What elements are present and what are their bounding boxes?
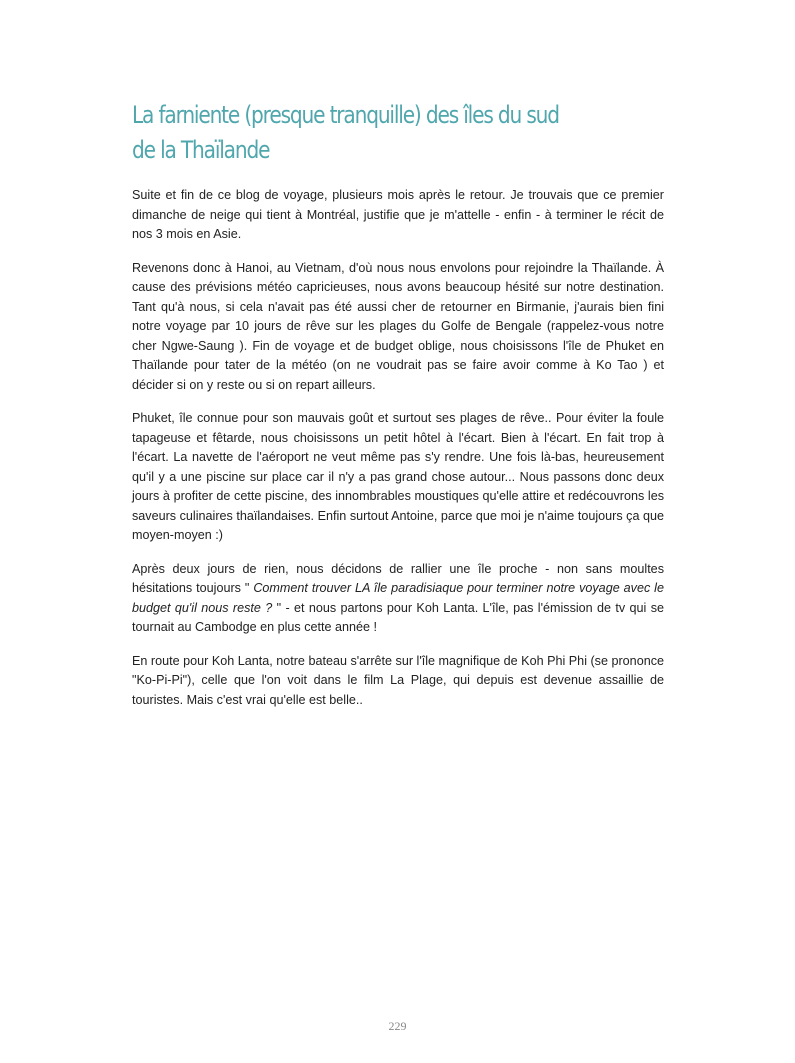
paragraph-4-intro: Après deux jours de rien, nous décidons de rallier une île proche - non sans moultes hésitations toujours " <box>132 561 664 595</box>
paragraph-2: Revenons donc à Hanoi, au Vietnam, d'où nous nous envolons pour rejoindre la Thaïlande. À cause des prévisions météo capricieuses, nous avons beaucoup hésité sur notre destination. Tant qu'à nous, si cela n'avait pas été aussi cher de retourner en Birmanie, j'aurais bien fini notre voyage par 10 jours de rêve sur les plages du Golfe de Bengale (rappelez-vous notre cher Ngwe-Saung ). Fin de voyage et de budget oblige, nous choisissons l'île de Phuket en Thaïlande pour tater de la météo (on ne voudrait pas se faire avoir comme à Ko Tao ) et décider si on y reste ou si on repart ailleurs. <box>132 260 664 392</box>
paragraph-5: En route pour Koh Lanta, notre bateau s'arrête sur l'île magnifique de Koh Phi Phi (se prononce "Ko-Pi-Pi"), celle que l'on voit dans le film La Plage, qui depuis est devenue assaillie de touristes. Mais c'est vrai qu'elle est belle.. <box>132 653 664 707</box>
paragraph-4-quote: Comment trouver LA île paradisiaque pour terminer notre voyage avec le budget qu'il nous reste ? <box>132 581 664 615</box>
paragraph-1: Suite et fin de ce blog de voyage, plusieurs mois après le retour. Je trouvais que ce premier dimanche de neige qui tient à Montréal, justifie que je m'attelle - enfin - à terminer le récit de nos 3 mois en Asie. <box>132 188 664 241</box>
paragraph-4-ending: " - et nous partons pour Koh Lanta. L'île, pas l'émission de tv qui se tournait au Cambodge en plus cette année ! <box>132 600 664 634</box>
paragraph-3: Phuket, île connue pour son mauvais goût et surtout ses plages de rêve.. Pour éviter la foule tapageuse et fêtarde, nous choisissons un petit hôtel à l'écart. Bien à l'écart. En fait trop à l'écart. La navette de l'aéroport ne veut même pas s'y rendre. Une fois là-bas, heureusement qu'il y a une piscine sur place car il n'y a pas grand chose autour... Nous passons donc deux jours à profiter de cette piscine, des innombrables moustiques qu'elle attire et redécouvrons les saveurs culinaires thaïlandaises. Enfin surtout Antoine, parce que moi je n'aime toujours ça que moyen-moyen :) <box>132 411 664 542</box>
paragraph-4 <box>132 560 664 638</box>
article-body <box>132 186 664 724</box>
page-number: 229 <box>388 1019 407 1033</box>
page-title: La farniente (presque tranquille) des îles du sud de la Thaïlande <box>132 101 559 164</box>
